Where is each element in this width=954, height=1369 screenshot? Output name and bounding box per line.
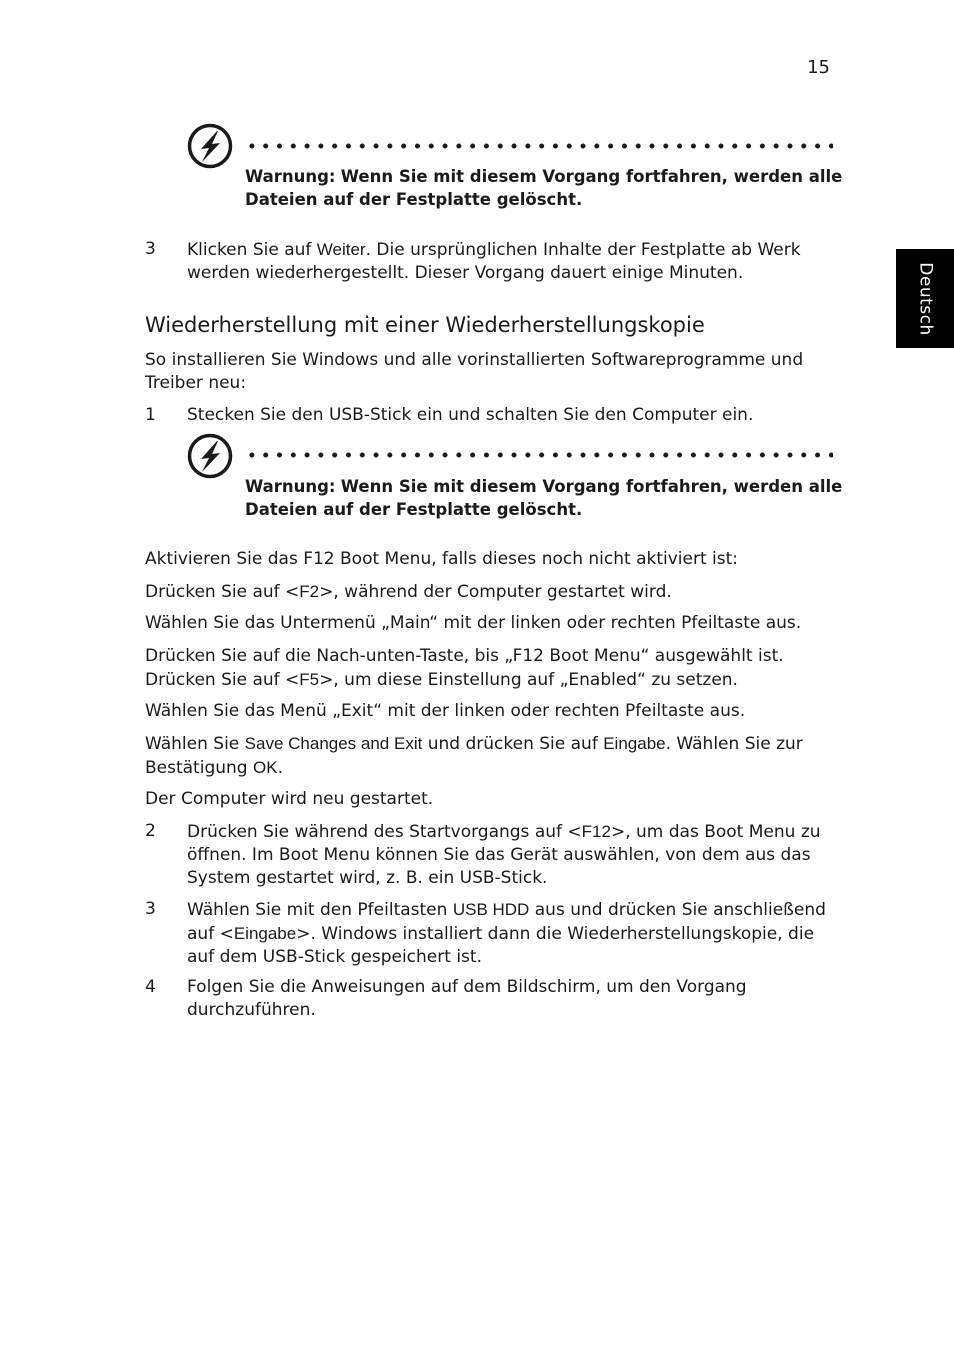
step-text-part: Wählen Sie mit den Pfeiltasten	[187, 900, 453, 920]
step-text	[187, 976, 832, 1022]
language-side-tab-label: Deutsch	[915, 261, 936, 336]
warning-icon	[187, 123, 233, 176]
warning-text	[245, 165, 845, 211]
step-text-part: aus und drücken Sie anschließend	[529, 900, 826, 920]
paragraph-part: Wählen Sie	[145, 734, 245, 754]
step-text-line: System gestartet wird, z. B. ein USB-Stick.	[187, 868, 548, 888]
step-text	[187, 820, 832, 890]
ui-key-f2: F2	[299, 582, 320, 601]
step-text: Stecken Sie den USB-Stick ein und schalten Sie den Computer ein.	[187, 405, 754, 425]
intro-line: Treiber neu:	[145, 373, 247, 393]
step-text-line: durchzuführen.	[187, 1000, 316, 1020]
ui-key-f5: F5	[299, 670, 320, 689]
warning-icon	[187, 433, 233, 486]
paragraph-line: Drücken Sie auf die Nach-unten-Taste, bis „F12 Boot Menu“ ausgewählt ist.	[145, 646, 784, 666]
warning-text	[245, 475, 845, 521]
ui-key-weiter: Weiter	[316, 240, 366, 259]
warning-message: Wenn Sie mit diesem Vorgang fortfahren, werden alle	[340, 477, 843, 496]
section-heading: Wiederherstellung mit einer Wiederherstellungskopie	[145, 313, 705, 337]
step-text	[187, 238, 832, 285]
language-side-tab	[896, 249, 954, 348]
paragraph: Wählen Sie das Untermenü „Main“ mit der linken oder rechten Pfeiltaste aus.	[145, 613, 802, 633]
paragraph-part: . Wählen Sie zur	[665, 734, 803, 754]
step-text-line: Folgen Sie die Anweisungen auf dem Bildschirm, um den Vorgang	[187, 977, 747, 997]
warning-message-line2: Dateien auf der Festplatte gelöscht.	[245, 190, 583, 209]
paragraph-part: >, um diese Einstellung auf „Enabled“ zu setzen.	[319, 670, 738, 690]
ui-key-eingabe: Eingabe	[233, 924, 297, 943]
warning-message-line2: Dateien auf der Festplatte gelöscht.	[245, 500, 583, 519]
warning-divider	[245, 452, 833, 458]
paragraph-part: Bestätigung	[145, 758, 253, 778]
step-text	[187, 898, 832, 969]
step-text-part: Klicken Sie auf	[187, 240, 317, 260]
intro-paragraph	[145, 349, 835, 395]
paragraph	[145, 580, 835, 604]
ui-key-usb-hdd: USB HDD	[452, 900, 530, 919]
warning-message: Wenn Sie mit diesem Vorgang fortfahren, werden alle	[340, 167, 843, 186]
intro-line: So installieren Sie Windows und alle vorinstallierten Softwareprogramme und	[145, 350, 804, 370]
ui-key-ok: OK	[253, 758, 278, 777]
step-text-part: . Die ursprünglichen Inhalte der Festplatte ab Werk	[365, 240, 801, 260]
paragraph: Aktivieren Sie das F12 Boot Menu, falls dieses noch nicht aktiviert ist:	[145, 549, 739, 569]
ui-key-f12: F12	[581, 822, 611, 841]
step-text-line: auf dem USB-Stick gespeichert ist.	[187, 947, 482, 967]
warning-divider	[245, 143, 833, 149]
step-number: 2	[145, 821, 156, 841]
paragraph-part: >, während der Computer gestartet wird.	[319, 582, 672, 602]
step-number: 4	[145, 977, 156, 997]
paragraph-part: Drücken Sie auf <	[145, 670, 300, 690]
paragraph-part: .	[277, 758, 283, 778]
ui-key-save-changes: Save Changes and Exit	[244, 734, 423, 753]
ui-key-eingabe: Eingabe	[603, 734, 666, 753]
step-number: 3	[145, 239, 156, 259]
paragraph	[145, 732, 835, 780]
step-text-part: >. Windows installiert dann die Wiederherstellungskopie, die	[296, 924, 815, 944]
step-text-part: >, um das Boot Menu zu	[610, 822, 821, 842]
paragraph-part: Drücken Sie auf <	[145, 582, 300, 602]
paragraph-part: und drücken Sie auf	[422, 734, 604, 754]
step-text-part: Drücken Sie während des Startvorgangs auf <	[187, 822, 582, 842]
page-number: 15	[807, 57, 830, 78]
paragraph	[145, 645, 835, 692]
step-text-part: auf <	[187, 924, 234, 944]
step-number: 3	[145, 899, 156, 919]
step-number: 1	[145, 405, 156, 425]
warning-label: Warnung:	[245, 477, 336, 496]
warning-label: Warnung:	[245, 167, 336, 186]
paragraph: Der Computer wird neu gestartet.	[145, 789, 434, 809]
paragraph: Wählen Sie das Menü „Exit“ mit der linken oder rechten Pfeiltaste aus.	[145, 701, 746, 721]
step-text-line: öffnen. Im Boot Menu können Sie das Gerät auswählen, von dem aus das	[187, 845, 811, 865]
step-text-line: werden wiederhergestellt. Dieser Vorgang dauert einige Minuten.	[187, 263, 744, 283]
